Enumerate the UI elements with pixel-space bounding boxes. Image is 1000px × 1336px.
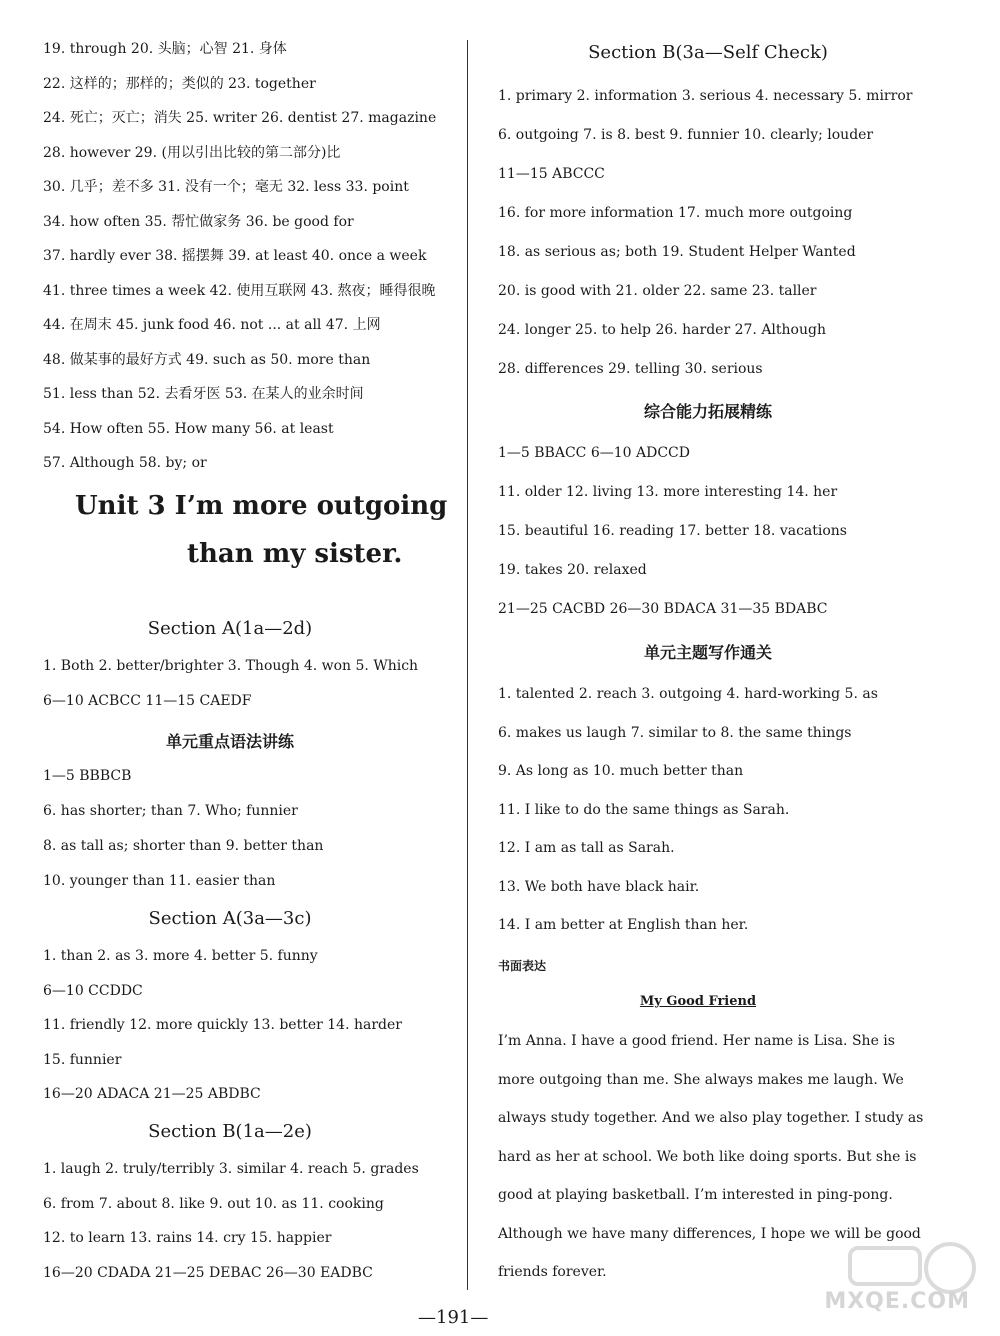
- answer-line: 51. less than 52. 去看牙医 53. 在某人的业余时间: [43, 386, 364, 402]
- answer-line: 19. takes 20. relaxed: [498, 562, 647, 578]
- answer-line: 9. As long as 10. much better than: [498, 763, 744, 779]
- answer-line: 14. I am better at English than her.: [498, 917, 749, 933]
- page-number: —191—: [418, 1307, 489, 1328]
- answer-line: 24. longer 25. to help 26. harder 27. Although: [498, 322, 826, 338]
- answer-line: 1. than 2. as 3. more 4. better 5. funny: [43, 948, 318, 964]
- answer-line: 10. younger than 11. easier than: [43, 873, 276, 889]
- answer-line: 22. 这样的；那样的；类似的 23. together: [43, 75, 316, 92]
- grammar-heading: 单元重点语法讲练: [165, 732, 294, 751]
- answer-line: 6. outgoing 7. is 8. best 9. funnier 10. clearly; louder: [498, 127, 874, 143]
- section-a-1a-2d-heading: Section A(1a—2d): [147, 618, 313, 639]
- answer-line: friends forever.: [498, 1264, 607, 1280]
- answer-line: 15. funnier: [43, 1051, 122, 1068]
- answer-line: 6—10 CCDDC: [43, 982, 143, 999]
- unit-title: Unit 3 I’m more outgoing: [75, 491, 448, 521]
- answer-line: 11—15 ABCCC: [498, 166, 605, 182]
- answer-line: 1. laugh 2. truly/terribly 3. similar 4. reach 5. grades: [43, 1161, 419, 1177]
- answer-line: 28. however 29. (用以引出比较的第二部分)比: [43, 144, 341, 161]
- answer-line: 11. I like to do the same things as Sarah.: [498, 801, 790, 818]
- answer-line: 6—10 ACBCC 11—15 CAEDF: [43, 693, 252, 709]
- answer-line: 34. how often 35. 帮忙做家务 36. be good for: [43, 213, 354, 230]
- answer-line: 8. as tall as; shorter than 9. better than: [43, 838, 324, 854]
- answer-line: 1—5 BBBCB: [43, 768, 132, 784]
- section-b-self-check-heading: Section B(3a—Self Check): [588, 42, 828, 63]
- answer-line: I’m Anna. I have a good friend. Her name is Lisa. She is: [498, 1033, 895, 1049]
- answer-line: always study together. And we also play together. I study as: [498, 1110, 924, 1126]
- answer-line: 37. hardly ever 38. 摇摆舞 39. at least 40. once a week: [43, 248, 427, 264]
- answer-line: 44. 在周末 45. junk food 46. not ... at all 47. 上网: [43, 317, 381, 333]
- answer-line: 6. from 7. about 8. like 9. out 10. as 11. cooking: [43, 1195, 384, 1212]
- answer-line: 1—5 BBACC 6—10 ADCCD: [498, 445, 690, 461]
- answer-line: 15. beautiful 16. reading 17. better 18. vacations: [498, 523, 847, 539]
- column-divider: [467, 40, 468, 1290]
- answer-line: 1. primary 2. information 3. serious 4. necessary 5. mirror: [498, 88, 913, 104]
- answer-line: 6. has shorter; than 7. Who; funnier: [43, 803, 298, 819]
- answer-line: 21—25 CACBD 26—30 BDACA 31—35 BDABC: [498, 601, 828, 617]
- answer-line: 6. makes us laugh 7. similar to 8. the same things: [498, 724, 852, 741]
- comprehensive-heading: 综合能力拓展精练: [643, 402, 772, 421]
- answer-line: 16. for more information 17. much more outgoing: [498, 205, 853, 221]
- answer-line: 13. We both have black hair.: [498, 878, 700, 895]
- answer-line: 11. friendly 12. more quickly 13. better 14. harder: [43, 1017, 402, 1033]
- watermark-logo: [824, 1238, 980, 1318]
- written-expression-heading: 书面表达: [498, 959, 547, 973]
- answer-line: 57. Although 58. by; or: [43, 455, 207, 471]
- answer-line: hard as her at school. We both like doing sports. But she is: [498, 1148, 917, 1165]
- answer-line: 16—20 CDADA 21—25 DEBAC 26—30 EADBC: [43, 1264, 373, 1281]
- unit-subtitle: than my sister.: [187, 539, 403, 569]
- writing-heading: 单元主题写作通关: [643, 643, 772, 662]
- essay-title: My Good Friend: [639, 994, 757, 1009]
- answer-line: 12. I am as tall as Sarah.: [498, 840, 675, 856]
- section-b-1a-2e-heading: Section B(1a—2e): [148, 1121, 312, 1142]
- answer-line: 24. 死亡；灭亡；消失 25. writer 26. dentist 27. magazine: [43, 110, 437, 126]
- answer-line: 20. is good with 21. older 22. same 23. taller: [498, 283, 817, 299]
- answer-line: 1. Both 2. better/brighter 3. Though 4. won 5. Which: [43, 658, 419, 674]
- section-a-3a-3c-heading: Section A(3a—3c): [148, 908, 312, 929]
- answer-line: good at playing basketball. I’m interested in ping-pong.: [498, 1187, 893, 1203]
- answer-line: 41. three times a week 42. 使用互联网 43. 熬夜；睡得很晚: [43, 282, 436, 299]
- answer-line: 16—20 ADACA 21—25 ABDBC: [43, 1086, 261, 1102]
- answer-line: 30. 几乎；差不多 31. 没有一个；毫无 32. less 33. point: [43, 179, 409, 195]
- answer-line: Although we have many differences, I hope we will be good: [498, 1225, 921, 1242]
- answer-line: 54. How often 55. How many 56. at least: [43, 420, 334, 437]
- answer-line: 28. differences 29. telling 30. serious: [498, 361, 763, 377]
- answer-line: 1. talented 2. reach 3. outgoing 4. hard-working 5. as: [498, 686, 878, 702]
- answer-line: 48. 做某事的最好方式 49. such as 50. more than: [43, 351, 371, 368]
- answer-line: more outgoing than me. She always makes me laugh. We: [498, 1071, 904, 1088]
- answer-line: 18. as serious as; both 19. Student Helper Wanted: [498, 244, 856, 260]
- answer-line: 19. through 20. 头脑；心智 21. 身体: [43, 41, 287, 57]
- answer-line: 12. to learn 13. rains 14. cry 15. happier: [43, 1230, 332, 1246]
- answer-line: 11. older 12. living 13. more interesting 14. her: [498, 484, 838, 500]
- watermark-text: MXQE.COM: [824, 1289, 970, 1314]
